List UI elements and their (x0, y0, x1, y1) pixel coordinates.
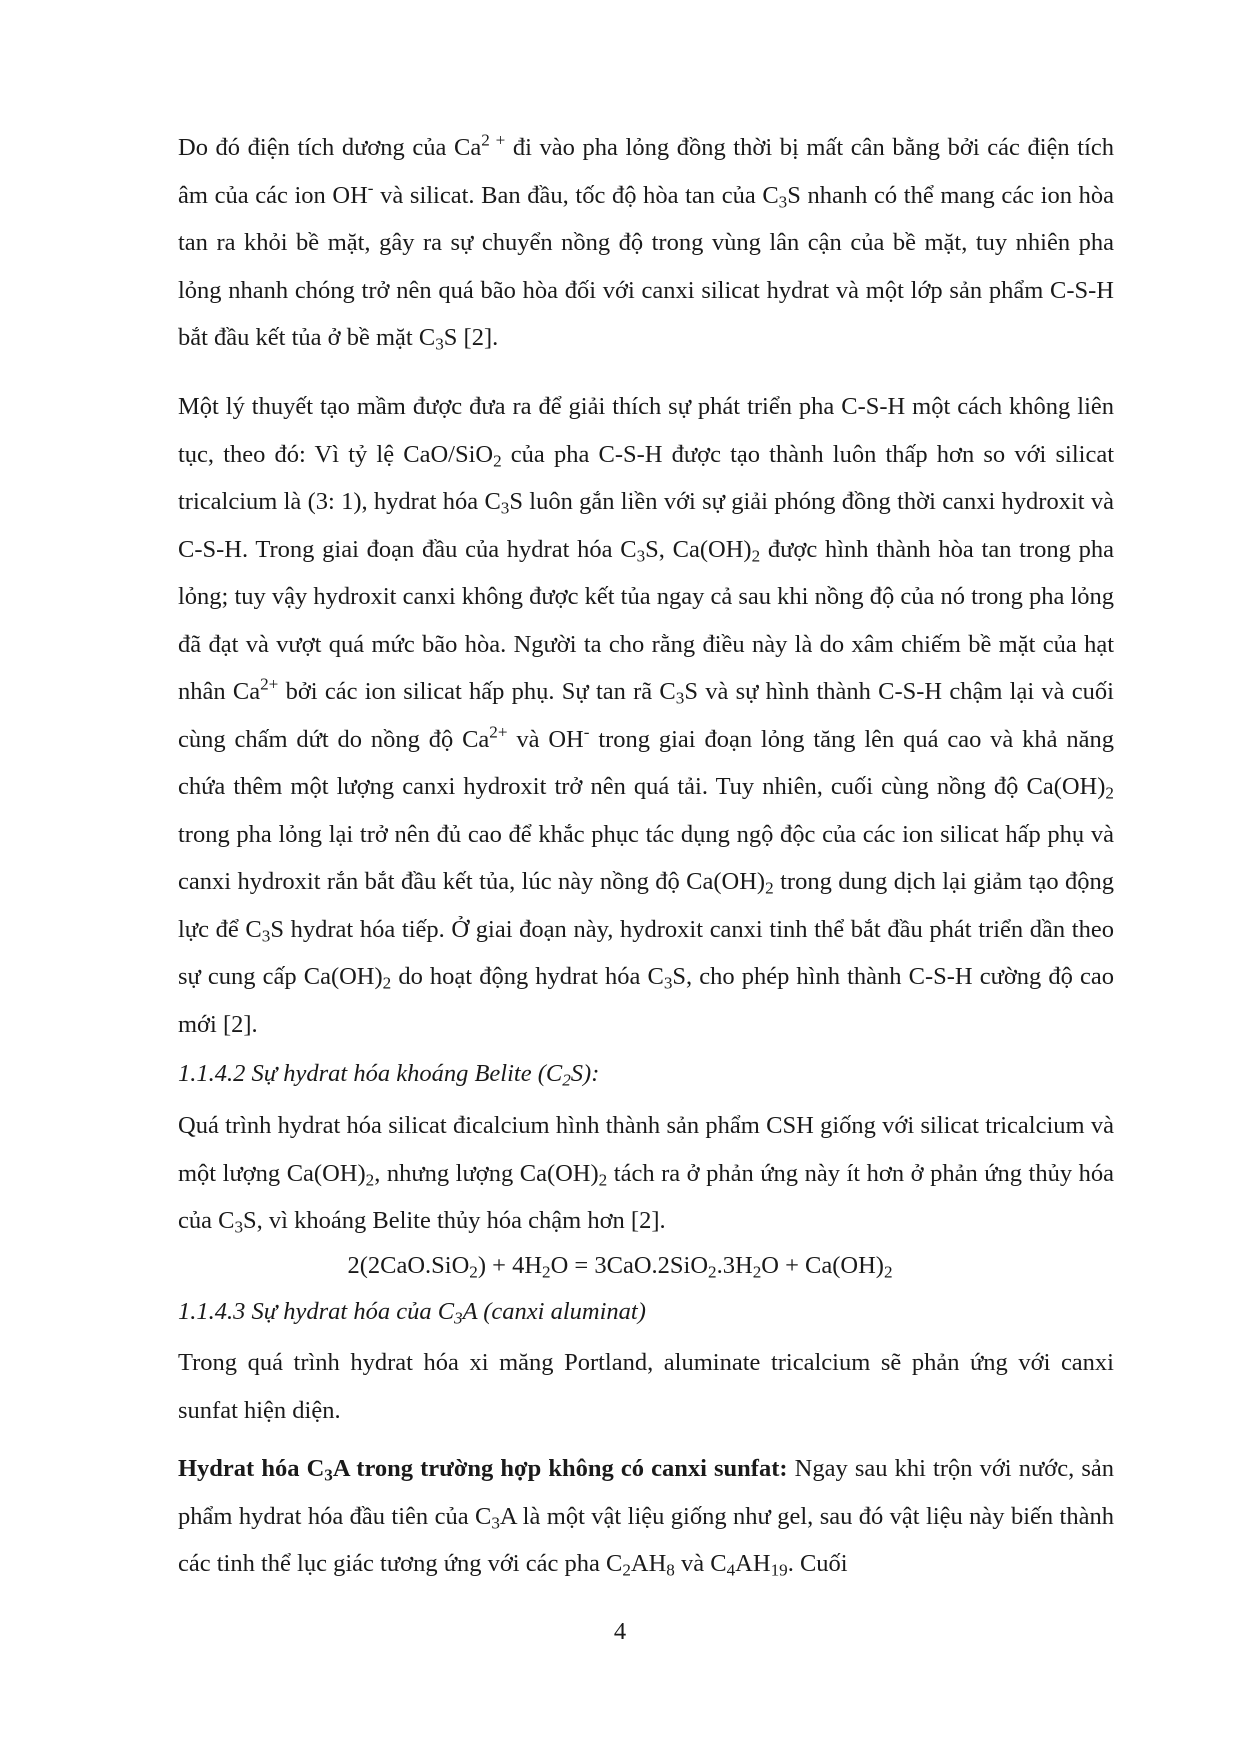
bold-lead-in: Hydrat hóa $C_3A$ trong trường hợp không có canxi sunfat: (178, 1455, 788, 1485)
chemical-equation-belite: $2(2CaO.SiO_2) + 4H_2O = 3CaO.2SiO_2.3H_2O + Ca(OH)_2$ (347, 1252, 893, 1282)
paragraph-belite-hydration: Quá trình hydrat hóa silicat đicalcium hình thành sản phẩm CSH giống với silicat tricalcium và một lượng $Ca(OH)_2$, nhưng lượng $Ca(OH)_2$ tách ra ở phản ứng này ít hơn ở phản ứng thủy hóa của $C_3S$, vì khoáng Belite thủy hóa chậm hơn [2]. (178, 1112, 1114, 1237)
paragraph-nucleation-theory: Một lý thuyết tạo mầm được đưa ra để giải thích sự phát triển pha C-S-H một cách không liên tục, theo đó: Vì tỷ lệ CaO/SiO$_2$ của pha C-S-H được tạo thành luôn thấp hơn so với silicat tricalcium là (3: 1), hydrat hóa $C_3S$ luôn gắn liền với sự giải phóng đồng thời canxi hydroxit và C-S-H. Trong giai đoạn đầu của hydrat hóa $C_3S$, $Ca(OH)_2$ được hình thành hòa tan trong pha lỏng; tuy vậy hydroxit canxi không được kết tủa ngay cả sau khi nồng độ của nó trong pha lỏng đã đạt và vượt quá mức bão hòa. Người ta cho rằng điều này là do xâm chiếm bề mặt của hạt nhân $Ca^{2+}$ bởi các ion silicat hấp phụ. Sự tan rã $C_3S$ và sự hình thành C-S-H chậm lại và cuối cùng chấm dứt do nồng độ $Ca^{2+}$ và OH- trong giai đoạn lỏng tăng lên quá cao và khả năng chứa thêm một lượng canxi hydroxit trở nên quá tải. Tuy nhiên, cuối cùng nồng độ $Ca(OH)_2$ trong pha lỏng lại trở nên đủ cao để khắc phục tác dụng ngộ độc của các ion silicat hấp phụ và canxi hydroxit rắn bắt đầu kết tủa, lúc này nồng độ $Ca(OH)_2$ trong dung dịch lại giảm tạo động lực để $C_3S$ hydrat hóa tiếp. Ở giai đoạn này, hydroxit canxi tinh thể bắt đầu phát triển dần theo sự cung cấp $Ca(OH)_2$ do hoạt động hydrat hóa $C_3S$, cho phép hình thành C-S-H cường độ cao mới [2]. (178, 393, 1115, 1038)
paragraph-c3a-without-sulfate: Hydrat hóa $C_3A$ trong trường hợp không có canxi sunfat: Ngay sau khi trộn với nước, sản phẩm hydrat hóa đầu tiên của $C_3A$ là một vật liệu giống như gel, sau đó vật liệu này biến thành các tinh thể lục giác tương ứng với các pha $C_2AH_8$ và $C_4AH_{19}$. Cuối (178, 1455, 1114, 1580)
section-heading-belite: 1.1.4.2 Sự hydrat hóa khoáng Belite $(C_2S)$: (178, 1060, 600, 1090)
paragraph-c3s-dissolution: Do đó điện tích dương của $Ca^{2 +}$ đi vào pha lỏng đồng thời bị mất cân bằng bởi các điện tích âm của các ion OH- và silicat. Ban đầu, tốc độ hòa tan của $C_3S$ nhanh có thể mang các ion hòa tan ra khỏi bề mặt, gây ra sự chuyển nồng độ trong vùng lân cận của bề mặt, tuy nhiên pha lỏng nhanh chóng trở nên quá bão hòa đối với canxi silicat hydrat và một lớp sản phẩm C-S-H bắt đầu kết tủa ở bề mặt $C_3S$ [2]. (178, 130, 1115, 354)
page-number: 4 (613, 1618, 627, 1645)
paragraph-c3a-intro: Trong quá trình hydrat hóa xi măng Portland, aluminate tricalcium sẽ phản ứng với canxi sunfat hiện diện. (178, 1349, 1114, 1424)
section-heading-c3a: 1.1.4.3 Sự hydrat hóa của $C_3A$ (canxi aluminat) (178, 1298, 646, 1328)
